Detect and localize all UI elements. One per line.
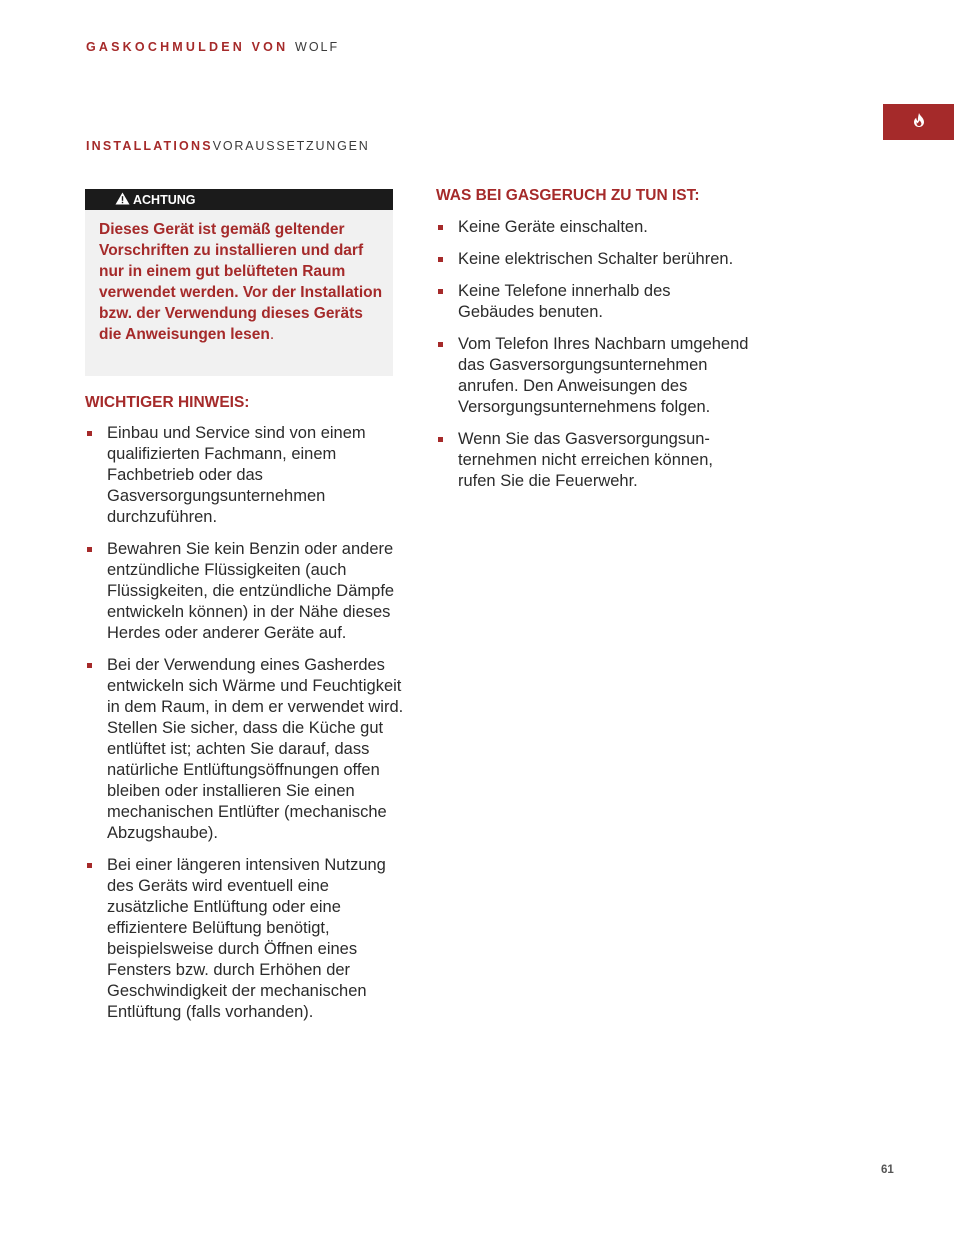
list-item-text: Keine Telefone innerhalb des Gebäudes benuten. bbox=[458, 282, 671, 321]
section-title-bold: INSTALLATIONS bbox=[86, 139, 213, 153]
list-item bbox=[436, 429, 751, 492]
notice-list bbox=[85, 423, 405, 1034]
list-item bbox=[85, 539, 405, 644]
bullet-marker bbox=[87, 663, 92, 668]
gas-smell-heading: WAS BEI GASGERUCH ZU TUN IST: bbox=[436, 187, 700, 204]
list-item-text: Wenn Sie das Gasversorgungsunternehmen nicht erreichen können, rufen Sie die Feuerwehr. bbox=[458, 430, 713, 490]
warning-label: ACHTUNG bbox=[133, 192, 196, 207]
side-tab bbox=[883, 104, 954, 140]
list-item-text: Einbau und Service sind von einem qualifizierten Fachmann, einem Fachbetrieb oder das Gasversorgungsunternehmen durchzuführen. bbox=[107, 424, 366, 526]
warning-text-body: Dieses Gerät ist gemäß geltender Vorschriften zu installieren und darf nur in einem gut belüfteten Raum verwendet werden. Vor der Installation bzw. der Verwendung dieses Geräts die Anweisungen lesen bbox=[99, 221, 383, 343]
list-item bbox=[436, 334, 751, 418]
header-brand: GASKOCHMULDEN VON bbox=[86, 40, 289, 54]
list-item-text: Bei einer längeren intensiven Nutzung des Geräts wird eventuell eine zusätzliche Entlüftung oder eine effizientere Belüftung benötigt, beispielsweise durch Öffnen eines Fensters bzw. durch Erhöhen der Geschwindigkeit der mechanischen Entlüftung (falls vorhanden). bbox=[107, 856, 386, 1021]
list-item bbox=[85, 655, 405, 844]
bullet-marker bbox=[438, 342, 443, 347]
bullet-marker bbox=[438, 437, 443, 442]
list-item bbox=[85, 855, 405, 1023]
notice-heading: WICHTIGER HINWEIS: bbox=[85, 394, 250, 411]
document-header bbox=[86, 40, 339, 54]
section-title-plain: VORAUSSETZUNGEN bbox=[212, 139, 370, 153]
warning-text bbox=[85, 210, 393, 345]
bullet-marker bbox=[438, 225, 443, 230]
list-item-text: Keine Geräte einschalten. bbox=[458, 218, 648, 236]
list-item-text: Vom Telefon Ihres Nachbarn umgehend das Gasversorgungsunternehmen anrufen. Den Anweisungen des Versorgungsunternehmens folgen. bbox=[458, 335, 749, 416]
list-item-text: Bei der Verwendung eines Gasherdes entwickeln sich Wärme und Feuchtigkeit in dem Raum, in dem er verwendet wird. Stellen Sie sicher, dass die Küche gut entlüftet ist; achten Sie darauf, dass natürliche Entlüftungsöffnungen offen bleiben oder installieren Sie einen mechanischen Entlüfter (mechanische Abzugshaube). bbox=[107, 656, 404, 842]
bullet-marker bbox=[438, 289, 443, 294]
list-item-text: Bewahren Sie kein Benzin oder andere entzündliche Flüssigkeiten (auch Flüssigkeiten, die entzündliche Dämpfe entwickeln können) in der Nähe dieses Herdes oder anderer Geräte auf. bbox=[107, 540, 395, 642]
bullet-marker bbox=[87, 547, 92, 552]
warning-text-end: . bbox=[269, 326, 275, 343]
warning-box bbox=[85, 189, 393, 376]
flame-icon bbox=[913, 113, 925, 132]
list-item bbox=[85, 423, 405, 528]
bullet-marker bbox=[87, 431, 92, 436]
warning-bar bbox=[85, 189, 393, 210]
list-item bbox=[436, 281, 751, 323]
list-item bbox=[436, 217, 751, 238]
bullet-marker bbox=[87, 863, 92, 868]
page-number: 61 bbox=[881, 1164, 894, 1176]
list-item-text: Keine elektrischen Schalter berühren. bbox=[458, 250, 734, 268]
list-item bbox=[436, 249, 751, 270]
section-title bbox=[86, 139, 370, 153]
header-suffix: WOLF bbox=[295, 40, 340, 54]
gas-smell-list bbox=[436, 217, 751, 503]
bullet-marker bbox=[438, 257, 443, 262]
warning-triangle-icon bbox=[115, 192, 130, 208]
